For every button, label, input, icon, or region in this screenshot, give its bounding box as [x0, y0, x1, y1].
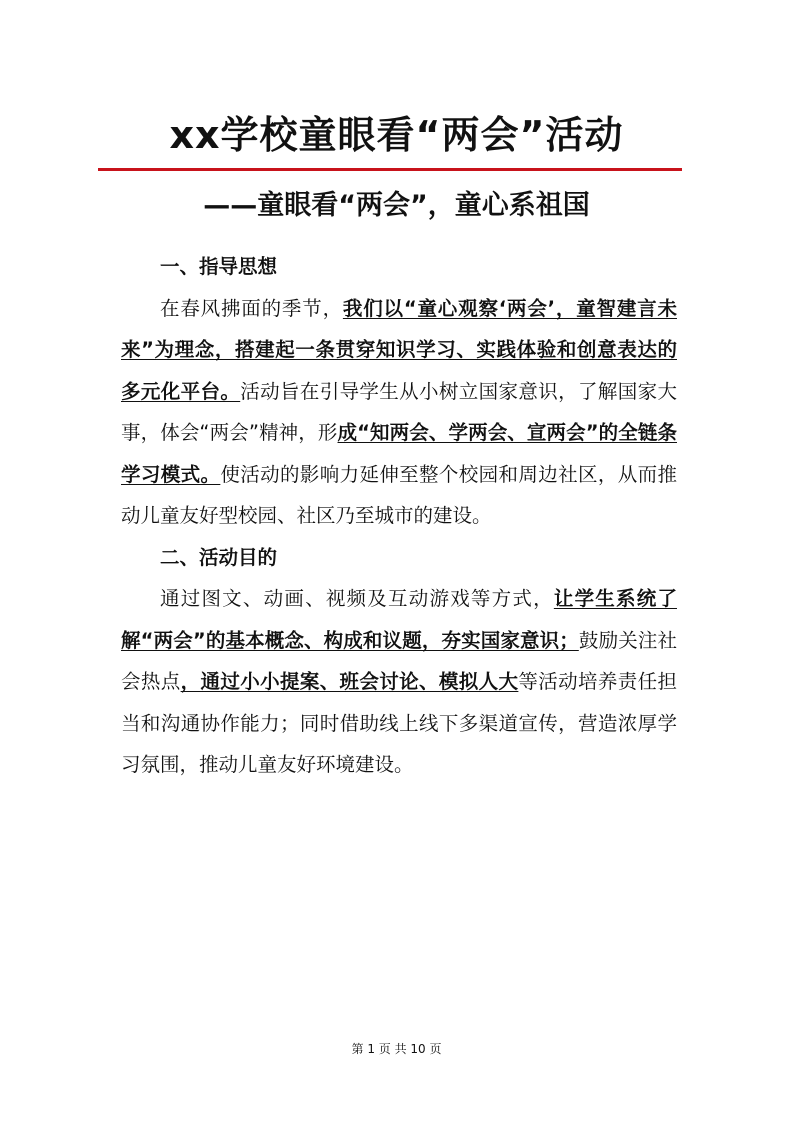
paragraph-text: 使活动的影响力延伸至整个校园和周边社区，从而推动儿童友好型校园、社区乃至城市的建设。	[121, 462, 677, 527]
page-number: 第 1 页 共 10 页	[351, 1042, 442, 1056]
section-heading-activity-purpose: 二、活动目的	[160, 545, 278, 569]
title-divider	[98, 168, 682, 171]
emphasized-text: ，通过小小提案、班会讨论、模拟人大	[180, 670, 519, 693]
section-paragraph-guiding-ideology	[121, 288, 677, 537]
paragraph-text: 通过图文、动画、视频及互动游戏等方式，	[160, 587, 554, 610]
section-heading-guiding-ideology: 一、指导思想	[160, 255, 278, 278]
paragraph-text: 等活动培养责任担当和沟通协作能力；同时借助线上线下多渠道宣传，营造浓厚学习氛围，推动儿童友好环境建设。	[121, 670, 677, 776]
paragraph-text: 活动旨在引导学生从小树立国家意识，了解国家大事，体会“两会”精神，形	[121, 379, 677, 444]
emphasized-text: 成“知两会、学两会、宣两会”的全链条学习模式。	[121, 421, 677, 486]
paragraph-text: 鼓励关注社会热点	[121, 628, 677, 693]
document-body	[121, 246, 677, 786]
paragraph-text: 在春风拂面的季节，	[160, 296, 343, 320]
document-title: xx学校童眼看“两会”活动	[169, 113, 624, 157]
section-paragraph-activity-purpose	[121, 578, 677, 786]
emphasized-text: 让学生系统了解“两会”的基本概念、构成和议题，夯实国家意识；	[121, 587, 677, 652]
document-subtitle: ——童眼看“两会”，童心系祖国	[203, 190, 590, 221]
emphasized-text: 我们以“童心观察‘两会’，童智建言未来”为理念，搭建起一条贯穿知识学习、实践体验和创意表达的多元化平台。	[121, 296, 677, 403]
